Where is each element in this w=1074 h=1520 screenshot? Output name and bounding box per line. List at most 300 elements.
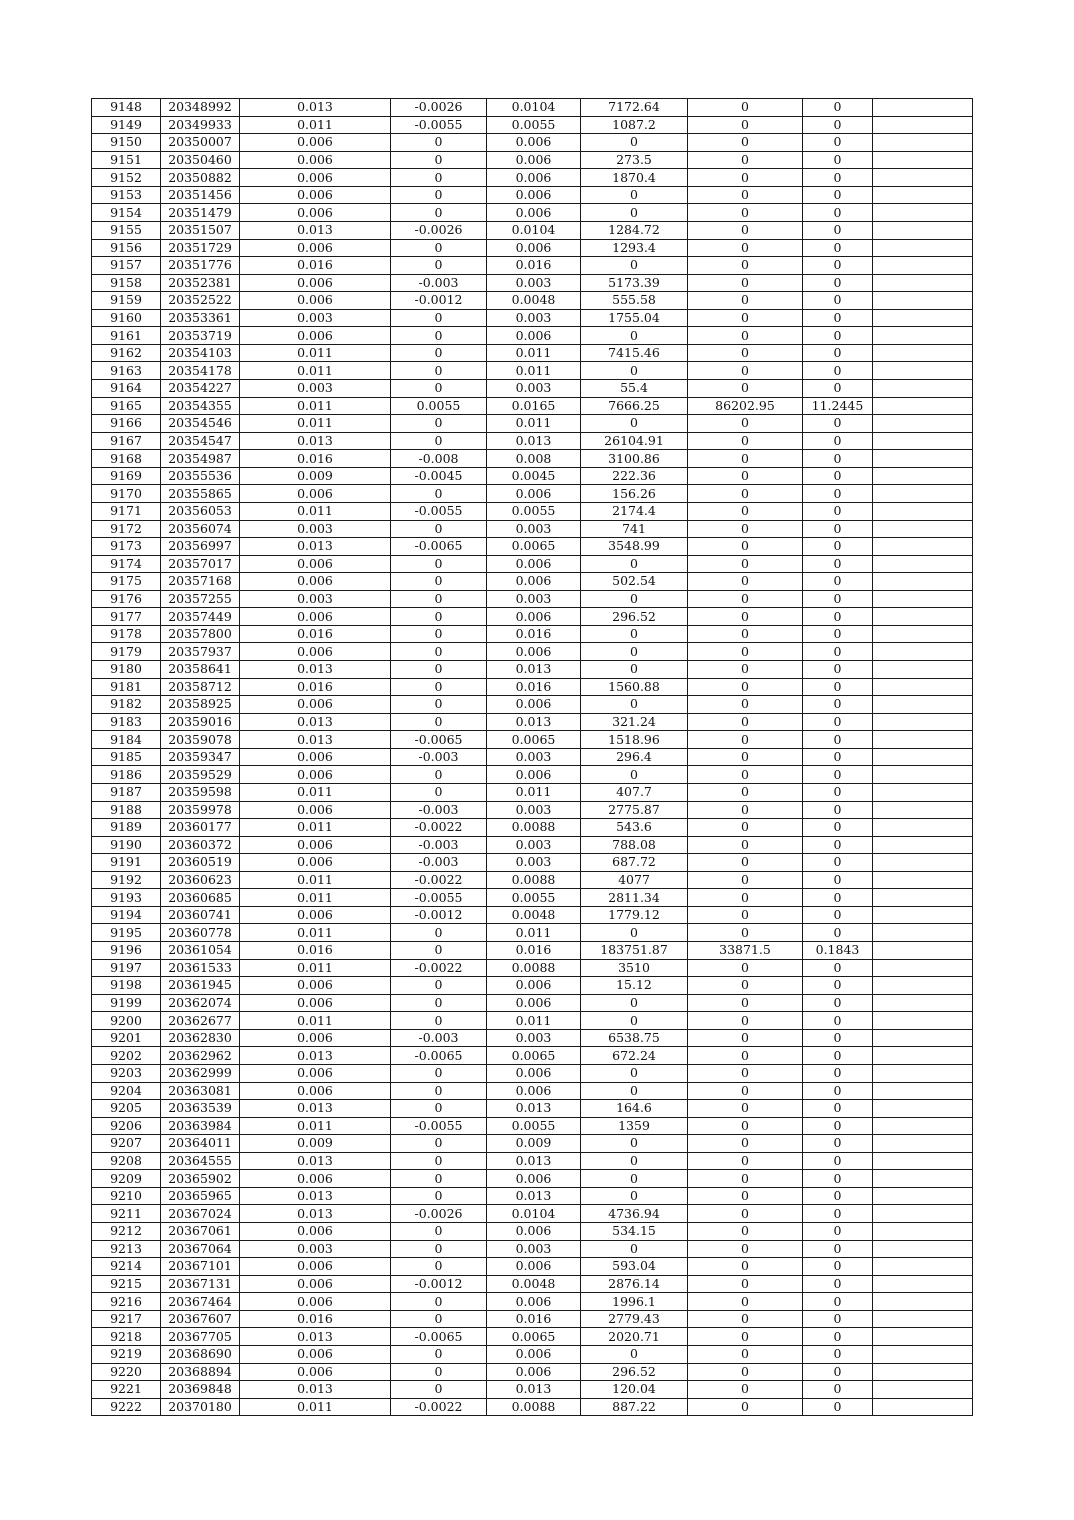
rate-cell: 0.011 — [240, 1117, 391, 1135]
amount-cell: 0 — [581, 204, 688, 222]
value-cell: 0 — [688, 344, 803, 362]
adjustment-cell: 0 — [391, 362, 487, 380]
blank-cell — [873, 854, 973, 872]
amount-cell: 534.15 — [581, 1223, 688, 1241]
net-rate-cell: 0.003 — [487, 1029, 581, 1047]
id-cell: 20352381 — [161, 274, 240, 292]
table-row — [92, 1100, 973, 1118]
table-row — [92, 1240, 973, 1258]
rate-cell: 0.013 — [240, 432, 391, 450]
net-rate-cell: 0.0055 — [487, 889, 581, 907]
table-body — [92, 99, 973, 1416]
ratio-cell: 0 — [803, 344, 873, 362]
net-rate-cell: 0.0088 — [487, 819, 581, 837]
net-rate-cell: 0.013 — [487, 1152, 581, 1170]
net-rate-cell: 0.011 — [487, 1012, 581, 1030]
amount-cell: 0 — [581, 625, 688, 643]
amount-cell: 55.4 — [581, 380, 688, 398]
blank-cell — [873, 1345, 973, 1363]
row-index-cell: 9186 — [92, 766, 161, 784]
value-cell: 0 — [688, 362, 803, 380]
row-index-cell: 9180 — [92, 661, 161, 679]
rate-cell: 0.011 — [240, 344, 391, 362]
ratio-cell: 0 — [803, 1328, 873, 1346]
row-index-cell: 9188 — [92, 801, 161, 819]
value-cell: 0 — [688, 257, 803, 275]
rate-cell: 0.011 — [240, 502, 391, 520]
value-cell: 0 — [688, 1135, 803, 1153]
id-cell: 20369848 — [161, 1381, 240, 1399]
adjustment-cell: -0.0022 — [391, 871, 487, 889]
row-index-cell: 9162 — [92, 344, 161, 362]
id-cell: 20354546 — [161, 415, 240, 433]
ratio-cell: 0 — [803, 292, 873, 310]
amount-cell: 1755.04 — [581, 309, 688, 327]
table-row — [92, 1293, 973, 1311]
rate-cell: 0.006 — [240, 239, 391, 257]
id-cell: 20370180 — [161, 1398, 240, 1416]
blank-cell — [873, 1205, 973, 1223]
value-cell: 0 — [688, 1170, 803, 1188]
amount-cell: 4736.94 — [581, 1205, 688, 1223]
blank-cell — [873, 1293, 973, 1311]
id-cell: 20359078 — [161, 731, 240, 749]
table-row — [92, 713, 973, 731]
table-row — [92, 538, 973, 556]
adjustment-cell: 0 — [391, 661, 487, 679]
blank-cell — [873, 362, 973, 380]
id-cell: 20363984 — [161, 1117, 240, 1135]
rate-cell: 0.006 — [240, 1293, 391, 1311]
ratio-cell: 0 — [803, 1275, 873, 1293]
table-row — [92, 1082, 973, 1100]
ratio-cell: 0 — [803, 1029, 873, 1047]
row-index-cell: 9183 — [92, 713, 161, 731]
adjustment-cell: 0 — [391, 1293, 487, 1311]
adjustment-cell: 0 — [391, 1258, 487, 1276]
net-rate-cell: 0.0065 — [487, 1328, 581, 1346]
row-index-cell: 9221 — [92, 1381, 161, 1399]
ratio-cell: 0 — [803, 1012, 873, 1030]
row-index-cell: 9219 — [92, 1345, 161, 1363]
net-rate-cell: 0.003 — [487, 801, 581, 819]
rate-cell: 0.011 — [240, 1012, 391, 1030]
value-cell: 0 — [688, 380, 803, 398]
id-cell: 20362677 — [161, 1012, 240, 1030]
blank-cell — [873, 221, 973, 239]
table-row — [92, 1223, 973, 1241]
table-row — [92, 1047, 973, 1065]
table-row — [92, 502, 973, 520]
adjustment-cell: 0 — [391, 1381, 487, 1399]
id-cell: 20351776 — [161, 257, 240, 275]
table-row — [92, 942, 973, 960]
row-index-cell: 9209 — [92, 1170, 161, 1188]
table-row — [92, 467, 973, 485]
row-index-cell: 9153 — [92, 186, 161, 204]
rate-cell: 0.013 — [240, 1152, 391, 1170]
ratio-cell: 0 — [803, 713, 873, 731]
table-row — [92, 678, 973, 696]
amount-cell: 687.72 — [581, 854, 688, 872]
amount-cell: 296.4 — [581, 748, 688, 766]
rate-cell: 0.016 — [240, 942, 391, 960]
blank-cell — [873, 801, 973, 819]
net-rate-cell: 0.013 — [487, 1187, 581, 1205]
value-cell: 0 — [688, 1345, 803, 1363]
id-cell: 20354178 — [161, 362, 240, 380]
amount-cell: 672.24 — [581, 1047, 688, 1065]
blank-cell — [873, 889, 973, 907]
adjustment-cell: 0 — [391, 573, 487, 591]
adjustment-cell: 0 — [391, 1223, 487, 1241]
amount-cell: 3100.86 — [581, 450, 688, 468]
amount-cell: 0 — [581, 415, 688, 433]
adjustment-cell: -0.003 — [391, 1029, 487, 1047]
adjustment-cell: 0 — [391, 1240, 487, 1258]
net-rate-cell: 0.0055 — [487, 116, 581, 134]
ratio-cell: 0 — [803, 186, 873, 204]
table-row — [92, 696, 973, 714]
row-index-cell: 9170 — [92, 485, 161, 503]
ratio-cell: 0 — [803, 625, 873, 643]
value-cell: 0 — [688, 274, 803, 292]
blank-cell — [873, 1258, 973, 1276]
amount-cell: 120.04 — [581, 1381, 688, 1399]
blank-cell — [873, 502, 973, 520]
adjustment-cell: 0 — [391, 415, 487, 433]
adjustment-cell: -0.0012 — [391, 906, 487, 924]
adjustment-cell: 0 — [391, 432, 487, 450]
table-row — [92, 327, 973, 345]
net-rate-cell: 0.016 — [487, 1310, 581, 1328]
net-rate-cell: 0.003 — [487, 380, 581, 398]
table-row — [92, 555, 973, 573]
table-row — [92, 1363, 973, 1381]
row-index-cell: 9208 — [92, 1152, 161, 1170]
rate-cell: 0.013 — [240, 1328, 391, 1346]
id-cell: 20350460 — [161, 151, 240, 169]
rate-cell: 0.016 — [240, 678, 391, 696]
adjustment-cell: 0 — [391, 942, 487, 960]
rate-cell: 0.006 — [240, 1345, 391, 1363]
amount-cell: 1518.96 — [581, 731, 688, 749]
value-cell: 0 — [688, 1047, 803, 1065]
value-cell: 0 — [688, 1293, 803, 1311]
row-index-cell: 9151 — [92, 151, 161, 169]
id-cell: 20351479 — [161, 204, 240, 222]
adjustment-cell: 0 — [391, 783, 487, 801]
net-rate-cell: 0.016 — [487, 942, 581, 960]
ratio-cell: 0 — [803, 608, 873, 626]
value-cell: 0 — [688, 432, 803, 450]
row-index-cell: 9196 — [92, 942, 161, 960]
row-index-cell: 9207 — [92, 1135, 161, 1153]
ratio-cell: 0 — [803, 766, 873, 784]
ratio-cell: 0 — [803, 1117, 873, 1135]
row-index-cell: 9185 — [92, 748, 161, 766]
table-row — [92, 1064, 973, 1082]
value-cell: 0 — [688, 731, 803, 749]
value-cell: 0 — [688, 502, 803, 520]
table-row — [92, 783, 973, 801]
rate-cell: 0.011 — [240, 783, 391, 801]
rate-cell: 0.006 — [240, 906, 391, 924]
row-index-cell: 9211 — [92, 1205, 161, 1223]
adjustment-cell: -0.003 — [391, 274, 487, 292]
blank-cell — [873, 1117, 973, 1135]
value-cell: 0 — [688, 415, 803, 433]
ratio-cell: 0 — [803, 573, 873, 591]
table-row — [92, 889, 973, 907]
id-cell: 20358712 — [161, 678, 240, 696]
adjustment-cell: 0 — [391, 1012, 487, 1030]
blank-cell — [873, 819, 973, 837]
amount-cell: 1560.88 — [581, 678, 688, 696]
value-cell: 0 — [688, 678, 803, 696]
amount-cell: 164.6 — [581, 1100, 688, 1118]
blank-cell — [873, 1381, 973, 1399]
blank-cell — [873, 134, 973, 152]
ratio-cell: 0 — [803, 959, 873, 977]
row-index-cell: 9184 — [92, 731, 161, 749]
row-index-cell: 9212 — [92, 1223, 161, 1241]
adjustment-cell: -0.0045 — [391, 467, 487, 485]
row-index-cell: 9166 — [92, 415, 161, 433]
amount-cell: 1996.1 — [581, 1293, 688, 1311]
table-row — [92, 1029, 973, 1047]
id-cell: 20351729 — [161, 239, 240, 257]
row-index-cell: 9150 — [92, 134, 161, 152]
row-index-cell: 9169 — [92, 467, 161, 485]
ratio-cell: 0 — [803, 1064, 873, 1082]
row-index-cell: 9164 — [92, 380, 161, 398]
adjustment-cell: -0.008 — [391, 450, 487, 468]
rate-cell: 0.016 — [240, 625, 391, 643]
net-rate-cell: 0.006 — [487, 1293, 581, 1311]
rate-cell: 0.013 — [240, 713, 391, 731]
amount-cell: 0 — [581, 924, 688, 942]
adjustment-cell: 0 — [391, 327, 487, 345]
value-cell: 0 — [688, 643, 803, 661]
ratio-cell: 0.1843 — [803, 942, 873, 960]
table-row — [92, 397, 973, 415]
blank-cell — [873, 696, 973, 714]
id-cell: 20355865 — [161, 485, 240, 503]
ratio-cell: 11.2445 — [803, 397, 873, 415]
adjustment-cell: 0 — [391, 309, 487, 327]
row-index-cell: 9187 — [92, 783, 161, 801]
row-index-cell: 9149 — [92, 116, 161, 134]
adjustment-cell: 0 — [391, 239, 487, 257]
adjustment-cell: 0 — [391, 696, 487, 714]
table-row — [92, 994, 973, 1012]
net-rate-cell: 0.006 — [487, 643, 581, 661]
amount-cell: 273.5 — [581, 151, 688, 169]
blank-cell — [873, 555, 973, 573]
id-cell: 20359016 — [161, 713, 240, 731]
id-cell: 20363081 — [161, 1082, 240, 1100]
value-cell: 0 — [688, 1187, 803, 1205]
id-cell: 20355536 — [161, 467, 240, 485]
value-cell: 0 — [688, 819, 803, 837]
row-index-cell: 9204 — [92, 1082, 161, 1100]
ratio-cell: 0 — [803, 801, 873, 819]
id-cell: 20362999 — [161, 1064, 240, 1082]
net-rate-cell: 0.006 — [487, 1345, 581, 1363]
amount-cell: 3510 — [581, 959, 688, 977]
id-cell: 20362074 — [161, 994, 240, 1012]
id-cell: 20350007 — [161, 134, 240, 152]
row-index-cell: 9158 — [92, 274, 161, 292]
net-rate-cell: 0.013 — [487, 713, 581, 731]
rate-cell: 0.006 — [240, 204, 391, 222]
ratio-cell: 0 — [803, 415, 873, 433]
value-cell: 0 — [688, 1029, 803, 1047]
net-rate-cell: 0.0104 — [487, 221, 581, 239]
id-cell: 20360623 — [161, 871, 240, 889]
row-index-cell: 9217 — [92, 1310, 161, 1328]
rate-cell: 0.006 — [240, 1363, 391, 1381]
net-rate-cell: 0.0065 — [487, 1047, 581, 1065]
value-cell: 0 — [688, 783, 803, 801]
id-cell: 20354355 — [161, 397, 240, 415]
amount-cell: 7415.46 — [581, 344, 688, 362]
id-cell: 20356053 — [161, 502, 240, 520]
net-rate-cell: 0.0065 — [487, 538, 581, 556]
row-index-cell: 9197 — [92, 959, 161, 977]
ratio-cell: 0 — [803, 502, 873, 520]
value-cell: 0 — [688, 450, 803, 468]
table-row — [92, 748, 973, 766]
net-rate-cell: 0.0088 — [487, 1398, 581, 1416]
blank-cell — [873, 661, 973, 679]
id-cell: 20361533 — [161, 959, 240, 977]
ratio-cell: 0 — [803, 1240, 873, 1258]
adjustment-cell: -0.0026 — [391, 99, 487, 117]
value-cell: 0 — [688, 151, 803, 169]
ratio-cell: 0 — [803, 274, 873, 292]
net-rate-cell: 0.006 — [487, 1363, 581, 1381]
rate-cell: 0.006 — [240, 766, 391, 784]
value-cell: 0 — [688, 538, 803, 556]
rate-cell: 0.006 — [240, 169, 391, 187]
value-cell: 0 — [688, 467, 803, 485]
net-rate-cell: 0.006 — [487, 204, 581, 222]
amount-cell: 741 — [581, 520, 688, 538]
amount-cell: 1359 — [581, 1117, 688, 1135]
rate-cell: 0.006 — [240, 977, 391, 995]
ratio-cell: 0 — [803, 1047, 873, 1065]
id-cell: 20362830 — [161, 1029, 240, 1047]
rate-cell: 0.006 — [240, 748, 391, 766]
adjustment-cell: -0.0012 — [391, 1275, 487, 1293]
ratio-cell: 0 — [803, 1100, 873, 1118]
blank-cell — [873, 977, 973, 995]
table-row — [92, 186, 973, 204]
amount-cell: 156.26 — [581, 485, 688, 503]
value-cell: 0 — [688, 994, 803, 1012]
ratio-cell: 0 — [803, 643, 873, 661]
id-cell: 20358641 — [161, 661, 240, 679]
ratio-cell: 0 — [803, 696, 873, 714]
amount-cell: 0 — [581, 1240, 688, 1258]
amount-cell: 0 — [581, 186, 688, 204]
rate-cell: 0.003 — [240, 1240, 391, 1258]
adjustment-cell: -0.0055 — [391, 889, 487, 907]
table-row — [92, 608, 973, 626]
rate-cell: 0.011 — [240, 959, 391, 977]
rate-cell: 0.013 — [240, 99, 391, 117]
net-rate-cell: 0.0065 — [487, 731, 581, 749]
table-row — [92, 274, 973, 292]
adjustment-cell: -0.0022 — [391, 959, 487, 977]
row-index-cell: 9173 — [92, 538, 161, 556]
rate-cell: 0.003 — [240, 380, 391, 398]
amount-cell: 5173.39 — [581, 274, 688, 292]
table-row — [92, 1205, 973, 1223]
rate-cell: 0.006 — [240, 608, 391, 626]
id-cell: 20354547 — [161, 432, 240, 450]
id-cell: 20367464 — [161, 1293, 240, 1311]
adjustment-cell: 0 — [391, 520, 487, 538]
table-row — [92, 432, 973, 450]
value-cell: 0 — [688, 99, 803, 117]
row-index-cell: 9172 — [92, 520, 161, 538]
table-row — [92, 836, 973, 854]
net-rate-cell: 0.006 — [487, 151, 581, 169]
net-rate-cell: 0.016 — [487, 625, 581, 643]
adjustment-cell: 0 — [391, 1170, 487, 1188]
net-rate-cell: 0.006 — [487, 608, 581, 626]
id-cell: 20367024 — [161, 1205, 240, 1223]
blank-cell — [873, 538, 973, 556]
rate-cell: 0.006 — [240, 1064, 391, 1082]
net-rate-cell: 0.003 — [487, 854, 581, 872]
net-rate-cell: 0.006 — [487, 1064, 581, 1082]
rate-cell: 0.003 — [240, 309, 391, 327]
adjustment-cell: -0.0022 — [391, 819, 487, 837]
ratio-cell: 0 — [803, 450, 873, 468]
value-cell: 0 — [688, 713, 803, 731]
net-rate-cell: 0.006 — [487, 1223, 581, 1241]
rate-cell: 0.013 — [240, 221, 391, 239]
row-index-cell: 9222 — [92, 1398, 161, 1416]
id-cell: 20359529 — [161, 766, 240, 784]
net-rate-cell: 0.013 — [487, 432, 581, 450]
value-cell: 0 — [688, 977, 803, 995]
net-rate-cell: 0.016 — [487, 678, 581, 696]
rate-cell: 0.011 — [240, 362, 391, 380]
blank-cell — [873, 906, 973, 924]
adjustment-cell: 0 — [391, 151, 487, 169]
ratio-cell: 0 — [803, 362, 873, 380]
ratio-cell: 0 — [803, 327, 873, 345]
ratio-cell: 0 — [803, 994, 873, 1012]
ratio-cell: 0 — [803, 783, 873, 801]
net-rate-cell: 0.003 — [487, 836, 581, 854]
id-cell: 20357017 — [161, 555, 240, 573]
row-index-cell: 9189 — [92, 819, 161, 837]
adjustment-cell: -0.0055 — [391, 1117, 487, 1135]
ratio-cell: 0 — [803, 485, 873, 503]
blank-cell — [873, 1240, 973, 1258]
ratio-cell: 0 — [803, 906, 873, 924]
row-index-cell: 9182 — [92, 696, 161, 714]
ratio-cell: 0 — [803, 257, 873, 275]
id-cell: 20354103 — [161, 344, 240, 362]
table-row — [92, 959, 973, 977]
